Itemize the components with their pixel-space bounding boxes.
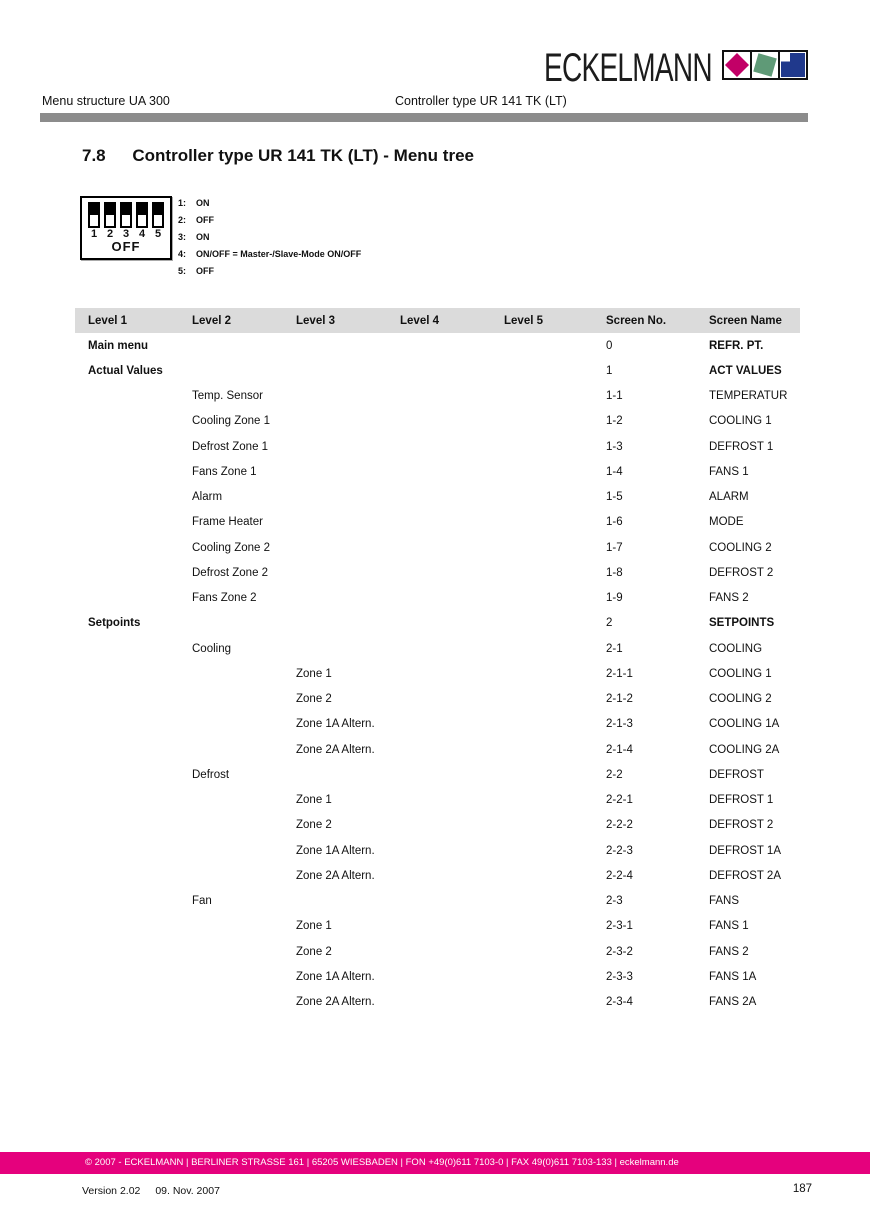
dip-number: 1	[90, 228, 98, 240]
legend-number: 3:	[178, 232, 187, 242]
table-row	[75, 384, 800, 409]
screen-no: 2-3	[606, 895, 623, 908]
col-header-screen-no: Screen No.	[606, 314, 667, 327]
table-row	[75, 434, 800, 459]
table-row	[75, 737, 800, 762]
menu-item-label: Setpoints	[88, 617, 141, 630]
legend-number: 1:	[178, 198, 187, 208]
legend-text: OFF	[196, 215, 214, 225]
screen-name: DEFROST 2	[709, 819, 774, 832]
screen-name: FANS 2A	[709, 996, 757, 1009]
dip-off-label: OFF	[111, 239, 141, 254]
menu-item-label: Zone 2	[296, 693, 332, 706]
dip-switch-1	[88, 202, 100, 228]
screen-name: DEFROST 1	[709, 794, 774, 807]
version-label: Version 2.02	[82, 1185, 141, 1197]
dip-switch-2	[104, 202, 116, 228]
menu-item-label: Zone 1	[296, 920, 332, 933]
version-line	[82, 1185, 220, 1197]
footer-copyright-bar	[0, 1152, 870, 1174]
screen-no: 2-3-3	[606, 970, 633, 983]
table-row	[75, 712, 800, 737]
menu-item-label: Fans Zone 2	[192, 592, 257, 605]
screen-name: COOLING 2	[709, 541, 772, 554]
menu-item-label: Defrost Zone 2	[192, 566, 269, 579]
screen-no: 1-8	[606, 566, 623, 579]
screen-no: 2-1-2	[606, 693, 633, 706]
screen-name: FANS 1A	[709, 970, 757, 983]
screen-name: FANS 1	[709, 465, 749, 478]
screen-no: 1-2	[606, 415, 623, 428]
screen-name: MODE	[709, 516, 744, 529]
screen-no: 2-1	[606, 642, 623, 655]
legend-text: ON	[196, 232, 210, 242]
table-row	[75, 762, 800, 787]
dip-number: 2	[106, 228, 114, 240]
legend-text: ON/OFF = Master-/Slave-Mode ON/OFF	[196, 249, 362, 259]
legend-line	[178, 265, 361, 282]
dip-switch-legend	[178, 197, 361, 282]
screen-no: 1-6	[606, 516, 623, 529]
copyright-text: © 2007 - ECKELMANN | BERLINER STRASSE 161 | 65205 WIESBADEN | FON +49(0)611 7103-0 | FAX 49(0)611 7103-133 | eckelmann.de	[85, 1157, 679, 1168]
menu-item-label: Cooling	[192, 642, 231, 655]
screen-no: 2-2-3	[606, 844, 633, 857]
menu-item-label: Zone 2A Altern.	[296, 996, 375, 1009]
menu-item-label: Zone 1A Altern.	[296, 718, 375, 731]
screen-name: DEFROST 1	[709, 440, 774, 453]
col-header-level4: Level 4	[400, 314, 439, 327]
screen-no: 2-1-3	[606, 718, 633, 731]
screen-no: 2-3-1	[606, 920, 633, 933]
screen-name: SETPOINTS	[709, 617, 775, 630]
table-row	[75, 687, 800, 712]
table-row	[75, 889, 800, 914]
col-header-level3: Level 3	[296, 314, 335, 327]
table-row	[75, 485, 800, 510]
logo-mark-icon	[722, 50, 808, 92]
legend-line	[178, 248, 361, 265]
dip-switch-figure	[80, 196, 172, 260]
table-row	[75, 813, 800, 838]
screen-name: FANS 2	[709, 592, 749, 605]
screen-name: COOLING 1	[709, 415, 772, 428]
table-row	[75, 409, 800, 434]
table-row	[75, 459, 800, 484]
table-row	[75, 535, 800, 560]
menu-item-label: Zone 1	[296, 667, 332, 680]
menu-item-label: Zone 2	[296, 945, 332, 958]
col-header-level2: Level 2	[192, 314, 231, 327]
screen-no: 1-9	[606, 592, 623, 605]
screen-no: 1	[606, 364, 613, 377]
table-row	[75, 661, 800, 686]
screen-name: ACT VALUES	[709, 364, 782, 377]
table-row	[75, 914, 800, 939]
screen-name: FANS 1	[709, 920, 749, 933]
legend-line	[178, 231, 361, 248]
dip-switch-slot	[122, 215, 130, 226]
screen-no: 1-7	[606, 541, 623, 554]
screen-name: COOLING 1	[709, 667, 772, 680]
table-row	[75, 510, 800, 535]
screen-name: COOLING	[709, 642, 763, 655]
screen-name: COOLING 2A	[709, 743, 780, 756]
dip-switch-slot	[154, 215, 162, 226]
page-number: 187	[792, 1183, 812, 1195]
eckelmann-logo	[544, 46, 808, 92]
menu-item-label: Zone 1A Altern.	[296, 844, 375, 857]
screen-no: 2-2	[606, 768, 623, 781]
screen-no: 2-1-4	[606, 743, 633, 756]
section-heading: Controller type UR 141 TK (LT) - Menu tree	[132, 146, 474, 165]
section-number: 7.8	[82, 146, 106, 165]
menu-item-label: Zone 2A Altern.	[296, 869, 375, 882]
screen-name: DEFROST 1A	[709, 844, 781, 857]
dip-switch-3	[120, 202, 132, 228]
screen-no: 2-2-2	[606, 819, 633, 832]
legend-number: 2:	[178, 215, 187, 225]
menu-item-label: Main menu	[88, 339, 149, 352]
dip-number: 4	[138, 228, 146, 240]
menu-table	[75, 308, 800, 1015]
legend-text: ON	[196, 198, 210, 208]
screen-no: 0	[606, 339, 613, 352]
menu-item-label: Defrost	[192, 768, 230, 781]
col-header-level5: Level 5	[504, 314, 543, 327]
dip-switch-4	[136, 202, 148, 228]
dip-switch-5	[152, 202, 164, 228]
screen-name: DEFROST	[709, 768, 764, 781]
table-header-row	[75, 308, 800, 333]
screen-no: 1-1	[606, 390, 623, 403]
legend-number: 4:	[178, 249, 187, 259]
legend-number: 5:	[178, 266, 187, 276]
screen-name: REFR. PT.	[709, 339, 764, 352]
menu-item-label: Zone 2A Altern.	[296, 743, 375, 756]
col-header-level1: Level 1	[88, 314, 127, 327]
screen-name: COOLING 1A	[709, 718, 780, 731]
table-row	[75, 838, 800, 863]
menu-item-label: Fan	[192, 895, 212, 908]
menu-item-label: Fans Zone 1	[192, 465, 257, 478]
screen-no: 2	[606, 617, 613, 630]
screen-name: DEFROST 2	[709, 566, 774, 579]
dip-switch-slot	[106, 215, 114, 226]
screen-no: 1-3	[606, 440, 623, 453]
section-title	[82, 146, 474, 166]
header-center-text: Controller type UR 141 TK (LT)	[395, 94, 567, 108]
screen-name: FANS 2	[709, 945, 749, 958]
logo-wordmark: ECKELMANN	[544, 46, 712, 90]
screen-no: 1-4	[606, 465, 623, 478]
legend-text: OFF	[196, 266, 214, 276]
menu-item-label: Actual Values	[88, 364, 163, 377]
menu-item-label: Frame Heater	[192, 516, 263, 529]
dip-number: 3	[122, 228, 130, 240]
table-row	[75, 939, 800, 964]
table-row	[75, 333, 800, 358]
dip-switch-slot	[90, 215, 98, 226]
table-row	[75, 586, 800, 611]
screen-name: TEMPERATUR	[709, 390, 788, 403]
screen-no: 2-2-1	[606, 794, 633, 807]
screen-name: COOLING 2	[709, 693, 772, 706]
menu-item-label: Zone 1	[296, 794, 332, 807]
screen-no: 2-3-4	[606, 996, 633, 1009]
table-row	[75, 358, 800, 383]
menu-table-body	[75, 333, 800, 1015]
dip-number: 5	[154, 228, 162, 240]
menu-item-label: Cooling Zone 1	[192, 415, 270, 428]
screen-no: 2-2-4	[606, 869, 633, 882]
legend-line	[178, 197, 361, 214]
menu-item-label: Alarm	[192, 491, 223, 504]
screen-no: 2-3-2	[606, 945, 633, 958]
menu-item-label: Temp. Sensor	[192, 390, 263, 403]
table-row	[75, 788, 800, 813]
table-row	[75, 990, 800, 1015]
version-date: 09. Nov. 2007	[155, 1185, 220, 1197]
col-header-screen-name: Screen Name	[709, 314, 782, 327]
table-row	[75, 863, 800, 888]
table-row	[75, 611, 800, 636]
menu-item-label: Zone 2	[296, 819, 332, 832]
legend-line	[178, 214, 361, 231]
menu-item-label: Zone 1A Altern.	[296, 970, 375, 983]
screen-name: FANS	[709, 895, 740, 908]
menu-item-label: Defrost Zone 1	[192, 440, 269, 453]
dip-switch-slot	[138, 215, 146, 226]
menu-item-label: Cooling Zone 2	[192, 541, 270, 554]
header-rule	[40, 113, 808, 122]
table-row	[75, 964, 800, 989]
table-row	[75, 560, 800, 585]
table-row	[75, 636, 800, 661]
dip-switch-sliders	[82, 202, 170, 228]
screen-no: 2-1-1	[606, 667, 633, 680]
screen-name: DEFROST 2A	[709, 869, 781, 882]
screen-name: ALARM	[709, 491, 749, 504]
header-left-text: Menu structure UA 300	[42, 94, 170, 108]
screen-no: 1-5	[606, 491, 623, 504]
